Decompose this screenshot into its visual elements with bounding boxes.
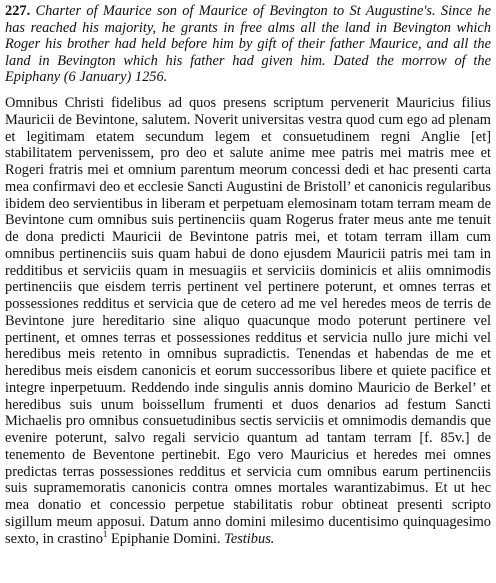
- footnote-marker[interactable]: 1: [102, 528, 108, 539]
- summary-text: Charter of Maurice son of Maurice of Bevington to St Augustine's. Since he has reached his majority, he grants in free alms all the land in Bevington which Roger his brother had held before him by gift of their father Maurice, and all the land in Bevington which his father had given him. Dated the morrow of the Epiphany (6 January) 1256.: [5, 3, 491, 86]
- charter-text: Omnibus Christi fidelibus ad quos presens scriptum pervenerit Mauricius filius Mauricii de Bevintone, salutem. Noverit universitas vestra quod cum ego ad plenam et legitimam etatem secundum legem et consuetudinem regni Anglie [et] stabilitatem pervenissem, pro deo et salute anime mee patris mei matris mee et Rogeri fratris mei et omnium parentum meorum concessi dedi et hac presenti carta mea confirmavi deo et ecclesie Sancti Augustini de Bristoll’ et canonicis regularibus ibidem deo servientibus in liberam et perpetuam elemosinam totam terram meam de Bevintone cum omnibus suis pertinenciis quam Rogerus frater meus ante me tenuit de dona predicti Mauricii de Bevintone patris mei, et totam terram illam cum omnibus pertinenciis suis quam habui de dono ejusdem Mauricii patris mei tam in redditibus et serviciis quam in mesuagiis et serviciis dominicis et aliis omnimodis pertinenciis que eisdem terris pertinent vel pertinere poterunt, et omnes terras et possessiones redditus et servicia que de cetero ad me vel heredes meos de terris de Bevintone jure hereditario sine aliquo quacunque modo poterunt pertinere vel pertinent, et omnes terras et possessiones redditus et servicia nullo jure michi vel heredibus meis retento in omnibus supradictis. Tenendas et habendas de me et heredibus meis eisdem canonicis et eorum successoribus libere et quiete pacifice et integre inperpetuum. Reddendo inde singulis annis domino Mauricio de Berkel’ et heredibus suis unum boissellum frumenti et duos denarios ad festum Sancti Michaelis pro omnibus consuetudinibus sectis serviciis et omnimodis demandis que evenire poterunt, salvo regali servicio quantum ad tantam terram [f. 85v.] de tenemento de Beventone pertinebit. Ego vero Mauricius et heredes mei omnes predictas terras possessiones redditus et servicia cum omnibus earum pertinenciis suis supramemoratis canonicis contra omnes mortales warantizabimus. Et ut hec mea donatio et concessio perpetue stabilitatis robur obtineat presenti scripto sigillum meum apposui. Datum anno domini milesimo ducentisimo quinquagesimo sexto, in crastino: [5, 95, 491, 547]
- charter-body: [5, 95, 491, 547]
- charter-paragraph: [5, 95, 491, 547]
- testibus-word: Testibus.: [224, 530, 275, 547]
- charter-ending: Epiphanie Domini.: [107, 530, 225, 547]
- entry-number: 227.: [5, 3, 31, 19]
- entry-summary: [5, 3, 491, 86]
